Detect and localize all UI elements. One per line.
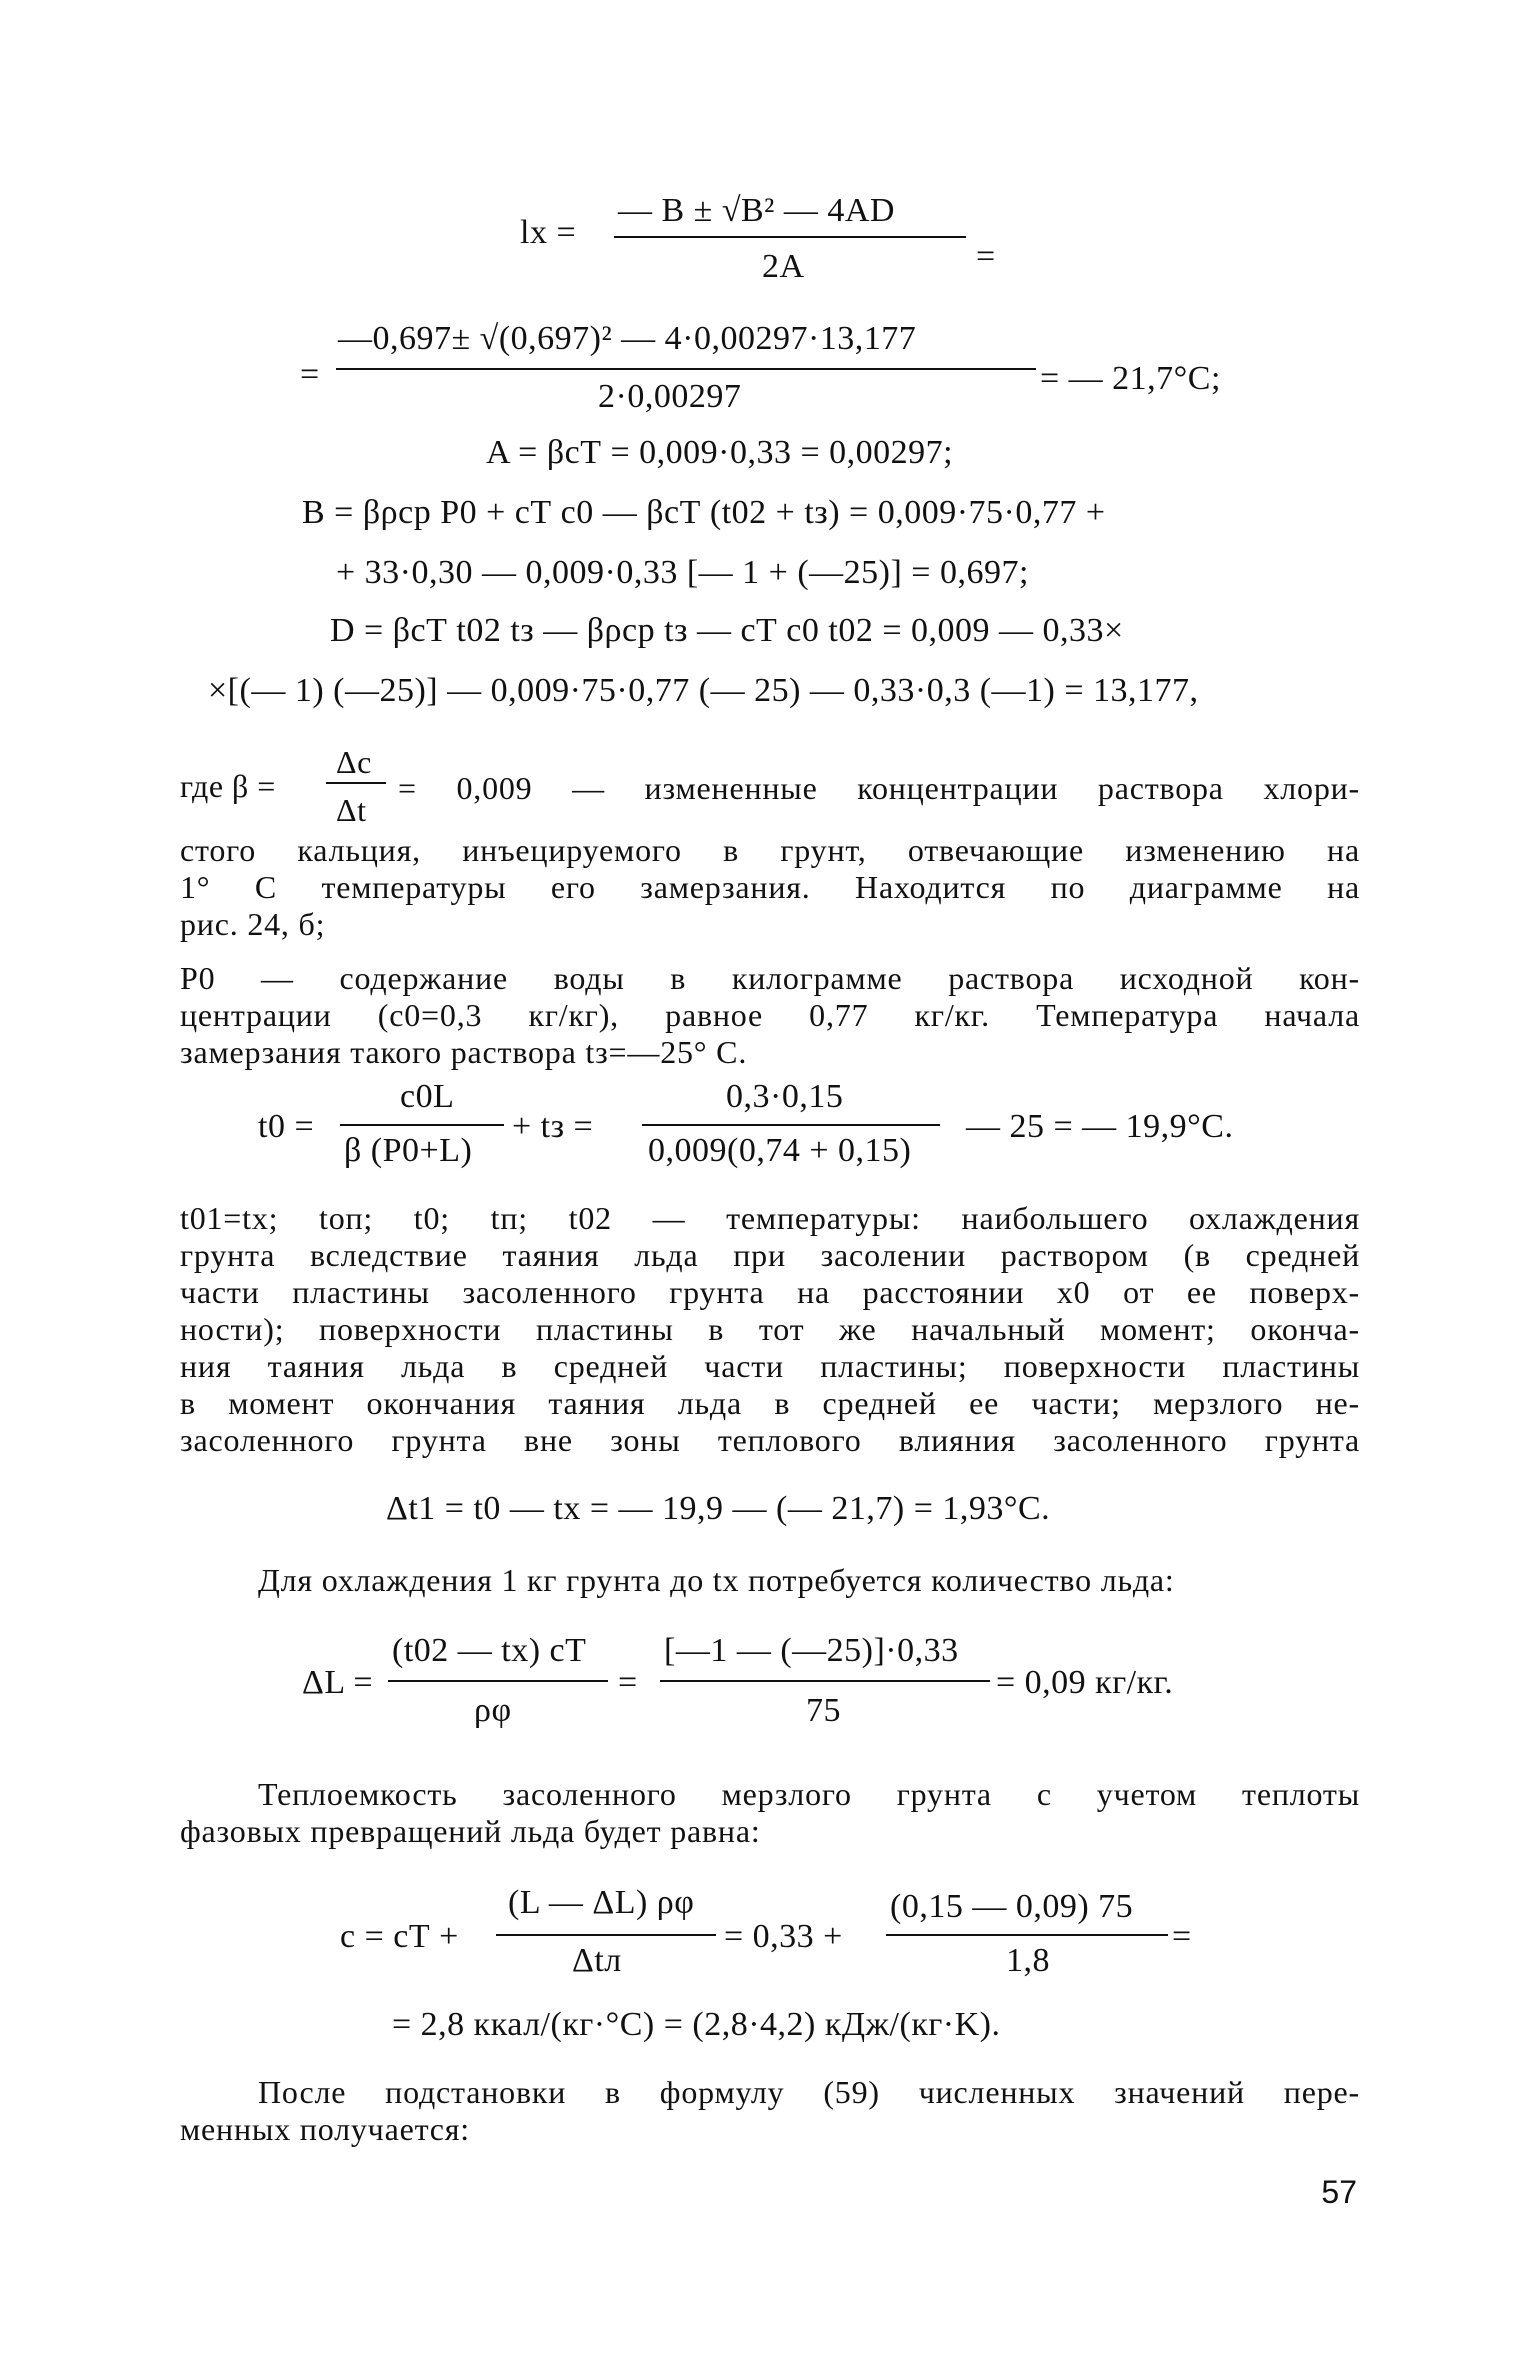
lx2-lead: = (300, 356, 320, 393)
lx-fraction-bar (614, 236, 966, 238)
c-denominator1: Δtл (572, 1942, 622, 1979)
lx2-numerator: —0,697± √(0,697)² — 4·0,00297·13,177 (338, 320, 917, 357)
c-equals: = (1172, 1918, 1192, 1955)
text-line: 1° С температуры его замерзания. Находится по диаграмме на (180, 869, 1360, 905)
text-line: рис. 24, б; (180, 906, 326, 942)
t0-fraction-bar2 (642, 1124, 940, 1126)
lx-lhs: lx = (520, 214, 577, 251)
text-line: засоленного грунта вне зоны теплового влияния засоленного грунта (180, 1422, 1360, 1458)
p0-def-text (180, 960, 1360, 1071)
lx-equals: = (976, 238, 996, 275)
heat-text (180, 1776, 1360, 1850)
t0-numerator2: 0,3·0,15 (726, 1078, 844, 1115)
text-line: центрации (c0=0,3 кг/кг), равное 0,77 кг/кг. Температура начала (180, 997, 1360, 1033)
dL-denominator1: ρφ (474, 1692, 512, 1729)
dL-fraction-bar2 (660, 1680, 990, 1682)
B-equation-line2: + 33·0,30 — 0,009·0,33 [— 1 + (—25)] = 0,697; (336, 554, 1029, 591)
text-line: стого кальция, инъецируемого в грунт, отвечающие изменению на (180, 832, 1360, 868)
t0-fraction-bar1 (340, 1124, 504, 1126)
beta-where: где β = (180, 768, 276, 804)
lx2-fraction-bar (336, 368, 1036, 370)
beta-def-rest: = 0,009 — измененные концентрации раствора хлори- (398, 770, 1360, 806)
beta-numerator: Δc (336, 744, 372, 780)
beta-fraction-bar (326, 782, 386, 784)
text-line: Теплоемкость засоленного мерзлого грунта с учетом теплоты (258, 1776, 1360, 1812)
text-line: t01=tx; tоп; t0; tп; t02 — температуры: наибольшего охлаждения (180, 1200, 1360, 1236)
page-number: 57 (1321, 2174, 1357, 2210)
c-lhs: c = cТ + (340, 1918, 459, 1955)
lx-denominator: 2A (762, 248, 805, 285)
dL-numerator2: [—1 — (—25)]·0,33 (664, 1632, 959, 1669)
dL-lhs: ΔL = (302, 1664, 374, 1701)
text-line: фазовых превращений льда будет равна: (180, 1813, 761, 1849)
dL-numerator1: (t02 — tx) cТ (392, 1632, 587, 1669)
dL-denominator2: 75 (806, 1692, 841, 1729)
text-line: ности); поверхности пластины в тот же начальный момент; оконча- (180, 1311, 1360, 1347)
text-line: После подстановки в формулу (59) численных значений пере- (258, 2074, 1360, 2110)
B-equation-line1: B = βρср P0 + cТ c0 — βcТ (t02 + tз) = 0,009·75·0,77 + (302, 494, 1106, 531)
text-line: ния таяния льда в средней части пластины; поверхности пластины (180, 1348, 1360, 1384)
t0-numerator1: c0L (400, 1078, 455, 1115)
c-mid: = 0,33 + (724, 1918, 843, 1955)
dL-fraction-bar1 (388, 1680, 608, 1682)
text-line: Для охлаждения 1 кг грунта до tx потребуется количество льда: (258, 1562, 1175, 1598)
t0-denominator1: β (P0+L) (344, 1132, 473, 1169)
text-line: P0 — содержание воды в килограмме раствора исходной кон- (180, 960, 1360, 996)
dt1-equation: Δt1 = t0 — tx = — 19,9 — (— 21,7) = 1,93°C. (386, 1490, 1051, 1527)
dL-mid: = (618, 1664, 638, 1701)
lx2-result: = — 21,7°C; (1040, 360, 1221, 397)
c-line2: = 2,8 ккал/(кг·°C) = (2,8·4,2) кДж/(кг·K). (392, 2006, 1001, 2043)
text-line: менных получается: (180, 2111, 470, 2147)
t0-mid: + tз = (512, 1108, 594, 1145)
lx-numerator: — B ± √B² — 4AD (618, 192, 895, 229)
t0-denominator2: 0,009(0,74 + 0,15) (648, 1132, 912, 1169)
D-equation-line1: D = βcТ t02 tз — βρср tз — cТ c0 t02 = 0,009 — 0,33× (330, 612, 1124, 649)
c-fraction-bar2 (886, 1934, 1168, 1936)
A-equation: A = βcТ = 0,009·0,33 = 0,00297; (486, 434, 954, 471)
c-numerator1: (L — ΔL) ρφ (508, 1884, 695, 1921)
ice-text (258, 1562, 1360, 1599)
lx2-denominator: 2·0,00297 (598, 378, 742, 415)
beta-def-text (180, 832, 1360, 943)
beta-denominator: Δt (336, 792, 367, 828)
c-fraction-bar1 (496, 1934, 716, 1936)
temps-def-text (180, 1200, 1360, 1459)
t0-result: — 25 = — 19,9°C. (966, 1108, 1234, 1145)
final-text (180, 2074, 1360, 2148)
text-line: в момент окончания таяния льда в средней ее части; мерзлого не- (180, 1385, 1360, 1421)
D-equation-line2: ×[(— 1) (—25)] — 0,009·75·0,77 (— 25) — 0,33·0,3 (—1) = 13,177, (208, 672, 1199, 709)
text-line: грунта вследствие таяния льда при засолении раствором (в средней (180, 1237, 1360, 1273)
c-numerator2: (0,15 — 0,09) 75 (890, 1888, 1134, 1925)
dL-result: = 0,09 кг/кг. (996, 1664, 1174, 1701)
c-denominator2: 1,8 (1006, 1942, 1050, 1979)
text-line: замерзания такого раствора tз=—25° С. (180, 1034, 748, 1070)
t0-lhs: t0 = (258, 1108, 315, 1145)
text-line: части пластины засоленного грунта на расстоянии x0 от ее поверх- (180, 1274, 1360, 1310)
